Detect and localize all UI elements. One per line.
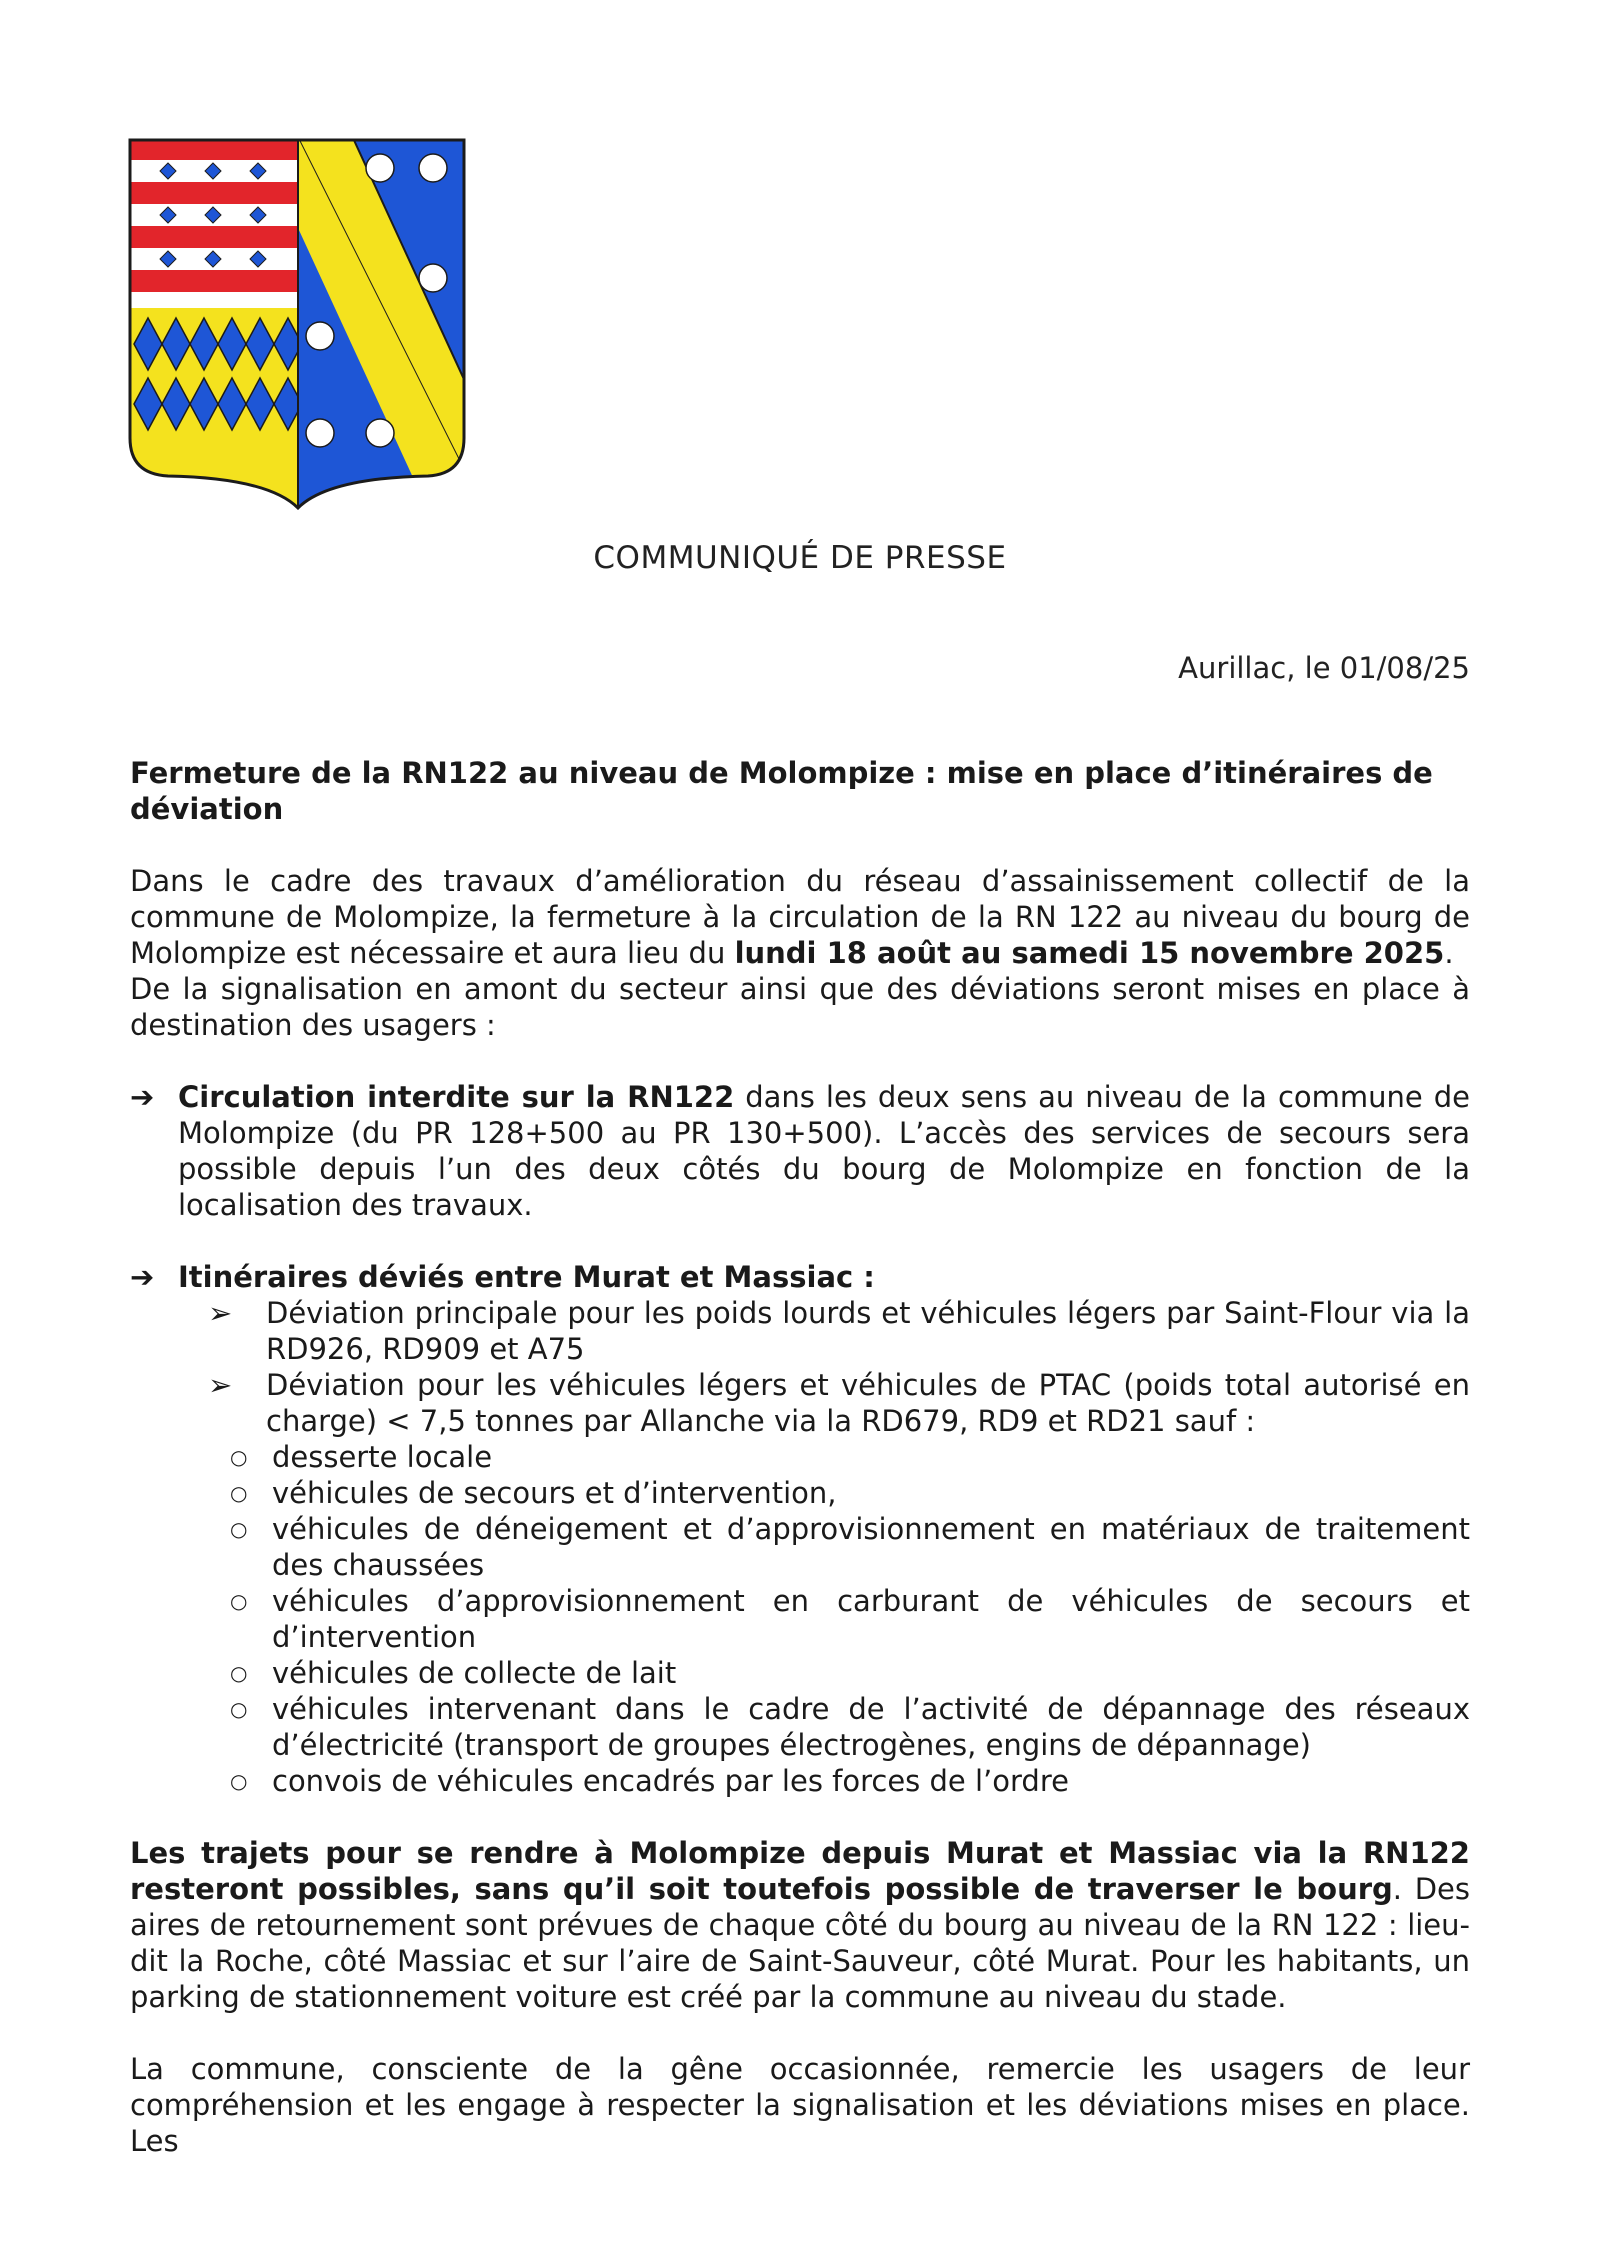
circle-bullet-icon: ○ — [230, 1481, 248, 1505]
circle-bullet-icon: ○ — [230, 1661, 248, 1685]
arrow-icon: ➔ — [130, 1260, 155, 1294]
exception-item: véhicules d’approvisionnement en carburant de véhicules de secours et d’intervention — [272, 1584, 1470, 1654]
trips-paragraph — [130, 1835, 1470, 2015]
press-release-body — [130, 755, 1470, 2159]
list-item — [130, 1295, 1470, 1367]
light-vehicle-detour: Déviation pour les véhicules légers et véhicules de PTAC (poids total autorisé en charge) < 7,5 tonnes par Allanche via la RD679, RD9 et RD21 sauf : — [266, 1368, 1470, 1438]
traffic-ban: Circulation interdite sur la RN122 — [178, 1080, 735, 1114]
exception-item: véhicules de secours et d’intervention, — [272, 1476, 837, 1510]
list-item — [130, 1511, 1470, 1583]
circle-bullet-icon: ○ — [230, 1517, 248, 1541]
circle-bullet-icon: ○ — [230, 1769, 248, 1793]
exception-item: véhicules intervenant dans le cadre de l’activité de dépannage des réseaux d’électricité (transport de groupes électrogènes, engins de dépannage) — [272, 1692, 1470, 1762]
page-title: COMMUNIQUÉ DE PRESSE — [593, 540, 1007, 576]
circle-bullet-icon: ○ — [230, 1697, 248, 1721]
detours-heading: Itinéraires déviés entre Murat et Massiac : — [178, 1260, 875, 1294]
trips-bold: Les trajets pour se rendre à Molompize depuis Murat et Massiac via la RN122 resteront possibles, sans qu’il soit toutefois possible de traverser le bourg — [130, 1836, 1470, 1906]
list-item — [130, 1475, 1470, 1511]
trips-text: . Des aires de retournement sont prévues de chaque côté du bourg au niveau de la RN 122 : lieu-dit la Roche, côté Massiac et sur l’aire de Saint-Sauveur, côté Murat. Pour les habitants, un parking de stationnement voiture est créé par la commune au niveau du stade. — [130, 1872, 1471, 2014]
exception-item: desserte locale — [272, 1440, 493, 1474]
exception-item: véhicules de collecte de lait — [272, 1656, 677, 1690]
detours-heading-line — [130, 1259, 1470, 1295]
subject-heading: Fermeture de la RN122 au niveau de Molompize : mise en place d’itinéraires de déviation — [130, 756, 1433, 826]
list-item — [130, 1763, 1470, 1799]
signage-paragraph: De la signalisation en amont du secteur ainsi que des déviations seront mises en place à destination des usagers : — [130, 972, 1470, 1042]
coat-of-arms-logo — [128, 138, 468, 510]
main-detour: Déviation principale pour les poids lourds et véhicules légers par Saint-Flour via la RD926, RD909 et A75 — [266, 1296, 1470, 1366]
exception-item: convois de véhicules encadrés par les forces de l’ordre — [272, 1764, 1069, 1798]
list-item — [130, 1691, 1470, 1763]
circle-bullet-icon: ○ — [230, 1589, 248, 1613]
list-item — [130, 1583, 1470, 1655]
traffic-text: dans les deux sens au niveau de la commune de Molompize (du PR 128+500 au PR 130+500). L’accès des services de secours sera possible depuis l’un des deux côtés du bourg de Molompize en fonction de la localisation des travaux. — [178, 1080, 1470, 1222]
closing-paragraph: La commune, consciente de la gêne occasionnée, remercie les usagers de leur compréhension et les engage à respecter la signalisation et les déviations mises en place. Les — [130, 2052, 1470, 2158]
traffic-paragraph — [178, 1079, 1470, 1223]
closure-dates: lundi 18 août au samedi 15 novembre 2025 — [734, 936, 1445, 970]
intro-text-end: . — [1444, 936, 1454, 970]
intro-text: Dans le cadre des travaux d’amélioration du réseau d’assainissement collectif de la commune de Molompize, la fermeture à la circulation de la RN 122 au niveau du bourg de Molompize est nécessaire et aura lieu du — [130, 864, 1470, 970]
exception-item: véhicules de déneigement et d’approvisionnement en matériaux de traitement des chaussées — [272, 1512, 1470, 1582]
arrowhead-bullet-icon: ➢ — [208, 1296, 233, 1330]
date-line: Aurillac, le 01/08/25 — [1178, 651, 1470, 685]
arrowhead-bullet-icon: ➢ — [208, 1368, 233, 1402]
list-item — [130, 1439, 1470, 1475]
list-item — [130, 1367, 1470, 1439]
traffic-section — [130, 1079, 1470, 1223]
circle-bullet-icon: ○ — [230, 1445, 248, 1469]
list-item — [130, 1655, 1470, 1691]
arrow-icon: ➔ — [130, 1080, 155, 1114]
intro-paragraph — [130, 863, 1470, 971]
